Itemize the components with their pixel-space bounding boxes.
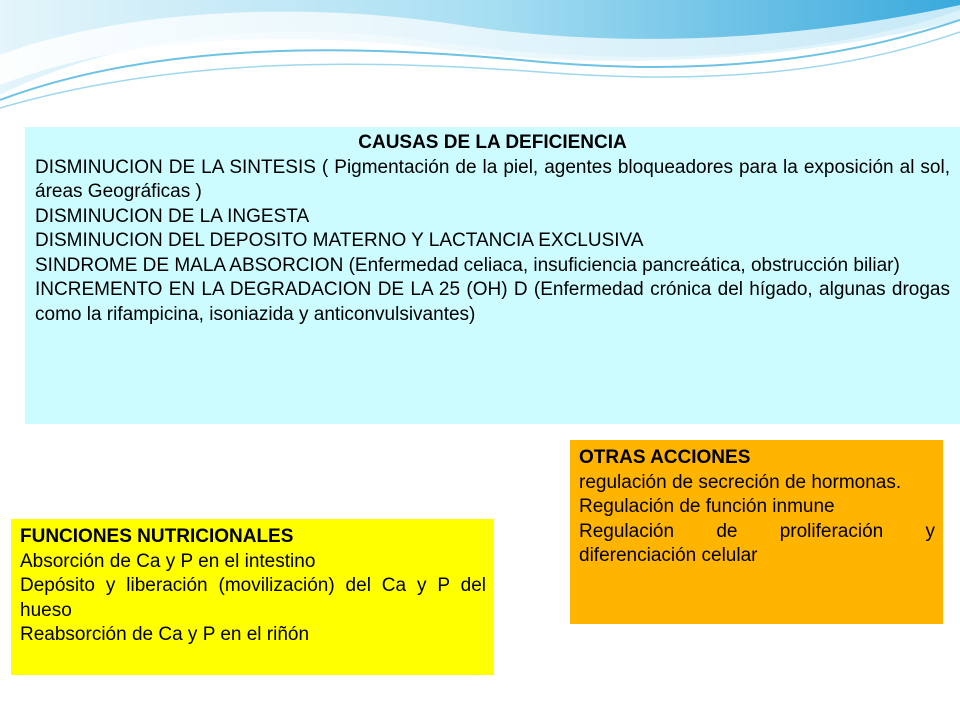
otras-item: Regulación de proliferación y diferenciación celular xyxy=(579,520,935,566)
causas-item: DISMINUCION DE LA INGESTA xyxy=(35,205,310,227)
otras-acciones-box xyxy=(570,440,943,624)
causas-item: SINDROME DE MALA ABSORCION (Enfermedad celiaca, insuficiencia pancreática, obstrucción biliar) xyxy=(35,254,900,276)
header-wave-decoration xyxy=(0,0,960,120)
funciones-item: Absorción de Ca y P en el intestino xyxy=(20,550,316,572)
causas-title: CAUSAS DE LA DEFICIENCIA xyxy=(358,132,627,153)
funciones-item: Depósito y liberación (movilización) del Ca y P del hueso xyxy=(20,575,486,621)
funciones-title: FUNCIONES NUTRICIONALES xyxy=(20,526,294,547)
otras-title: OTRAS ACCIONES xyxy=(579,447,751,468)
otras-item: Regulación de función inmune xyxy=(579,496,835,517)
causas-box xyxy=(25,127,960,424)
causas-item: INCREMENTO EN LA DEGRADACION DE LA 25 (OH) D (Enfermedad crónica del hígado, algunas drogas como la rifampicina, isoniazida y anticonvulsivantes) xyxy=(35,279,950,325)
funciones-item: Reabsorción de Ca y P en el riñón xyxy=(20,624,310,645)
causas-item: DISMINUCION DE LA SINTESIS ( Pigmentación de la piel, agentes bloqueadores para la exposición al sol, áreas Geográficas ) xyxy=(35,156,950,202)
otras-item: regulación de secreción de hormonas. xyxy=(579,471,902,493)
causas-item: DISMINUCION DEL DEPOSITO MATERNO Y LACTANCIA EXCLUSIVA xyxy=(35,230,644,251)
funciones-nutricionales-box xyxy=(11,519,494,675)
